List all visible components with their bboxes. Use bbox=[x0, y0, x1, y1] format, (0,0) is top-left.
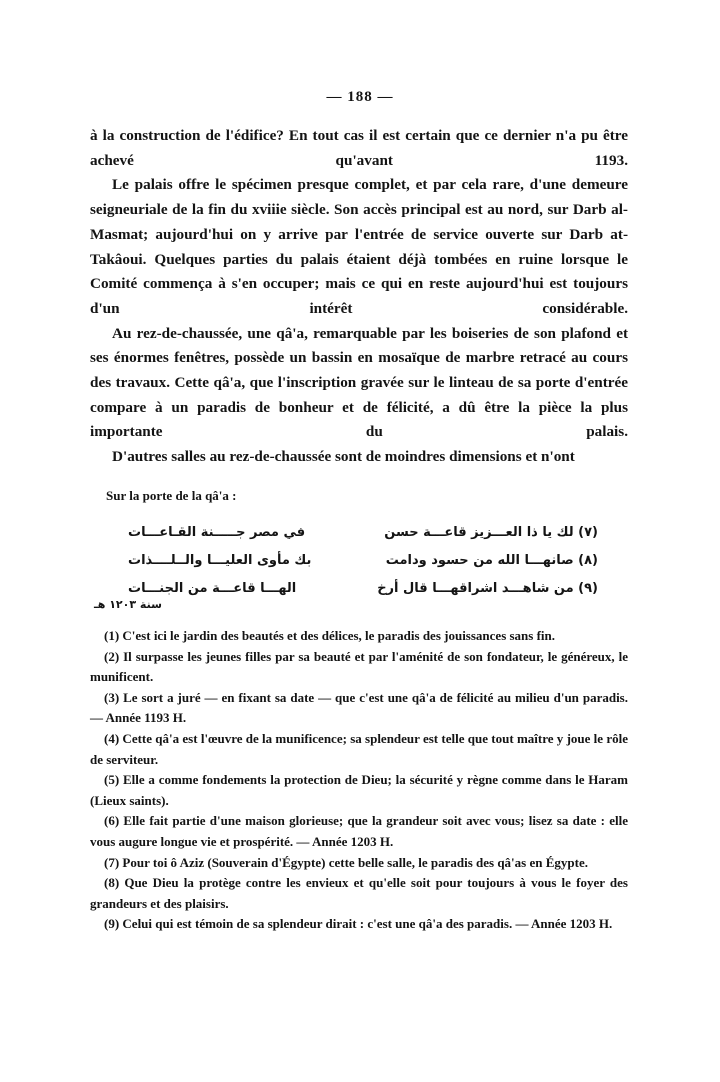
note-9: (9) Celui qui est témoin de sa splendeur dirait : c'est une qâ'a des paradis. — Année 1203 H. bbox=[104, 916, 613, 932]
arabic-inscription bbox=[128, 518, 598, 602]
inscription-hemistich-first: (٧) لك يا ذا العـــزيز قاعـــة حسن bbox=[384, 524, 598, 540]
inscription-date: سنة ١٢٠٣ هـ bbox=[94, 598, 162, 611]
main-text bbox=[90, 124, 628, 470]
paragraph-autres-salles: D'autres salles au rez-de-chaussée sont de moindres dimensions et n'ont bbox=[112, 448, 575, 466]
note-3: (3) Le sort a juré — en fixant sa date — que c'est une qâ'a de félicité au milieu d'un paradis. — Année 1193 H. bbox=[90, 689, 628, 726]
inscription-hemistich-second: الهـــا قاعـــة من الجنـــات bbox=[128, 580, 297, 596]
translation-notes bbox=[90, 626, 628, 935]
inscription-hemistich-second: في مصر جـــــنة القـاعـــات bbox=[128, 524, 306, 540]
note-1: (1) C'est ici le jardin des beautés et des délices, le paradis des jouissances sans fin. bbox=[104, 628, 556, 643]
note-6: (6) Elle fait partie d'une maison glorieuse; que la grandeur soit avec vous; lisez sa date : elle vous augure longue vie et prospérité. — Année 1203 H. bbox=[90, 813, 628, 849]
paragraph-palais: Le palais offre le spécimen presque complet, et par cela rare, d'une demeure seigneuriale de la fin du xviiie siècle. Son accès principal est au nord, sur Darb al-Masmat; aujourd'hui on y arrive par l'entrée de service ouverte sur Darb at-Takâoui. Quelques parties du palais étaient déjà tombées en ruine lorsque le Comité commença à s'en occuper; mais ce qui en reste aujourd'hui est toujours d'un intérêt considérable. bbox=[90, 176, 628, 317]
inscription-row bbox=[128, 518, 598, 546]
note-8: (8) Que Dieu la protège contre les envieux et qu'elle soit pour toujours à vous le foyer des grandeurs et des plaisirs. bbox=[90, 875, 628, 911]
inscription-hemistich-first: (٩) من شاهـــد اشراقهـــا قال أرخ bbox=[377, 580, 598, 596]
note-4: (4) Cette qâ'a est l'œuvre de la munificence; sa splendeur est telle que tout maître y joue le rôle de serviteur. bbox=[90, 730, 628, 767]
page-number: — 188 — bbox=[326, 89, 394, 105]
note-5: (5) Elle a comme fondements la protection de Dieu; la sécurité y règne comme dans le Haram (Lieux saints). bbox=[90, 772, 628, 808]
inscription-hemistich-second: بك مأوى العليـــا والــلــــذات bbox=[128, 552, 312, 568]
inscription-row bbox=[128, 546, 598, 574]
paragraph-continuation: à la construction de l'édifice? En tout cas il est certain que ce dernier n'a pu être achevé qu'avant 1193. bbox=[90, 127, 628, 169]
note-2: (2) Il surpasse les jeunes filles par sa beauté et par l'aménité de son fondateur, le généreux, le munificent. bbox=[90, 648, 628, 685]
inscription-heading: Sur la porte de la qâ'a : bbox=[106, 488, 237, 503]
paragraph-rez-de-chaussee: Au rez-de-chaussée, une qâ'a, remarquable par les boiseries de son plafond et ses énormes fenêtres, possède un bassin en mosaïque de marbre retracé au cours des travaux. Cette qâ'a, que l'inscription gravée sur le linteau de sa porte d'entrée compare à un paradis de bonheur et de félicité, a dû être la pièce la plus importante du palais. bbox=[90, 324, 628, 441]
inscription-row bbox=[128, 574, 598, 602]
inscription-hemistich-first: (٨) صانهـــا الله من حسود ودامت bbox=[385, 552, 598, 568]
note-7: (7) Pour toi ô Aziz (Souverain d'Égypte) cette belle salle, le paradis des qâ'as en Égypte. bbox=[104, 854, 588, 870]
